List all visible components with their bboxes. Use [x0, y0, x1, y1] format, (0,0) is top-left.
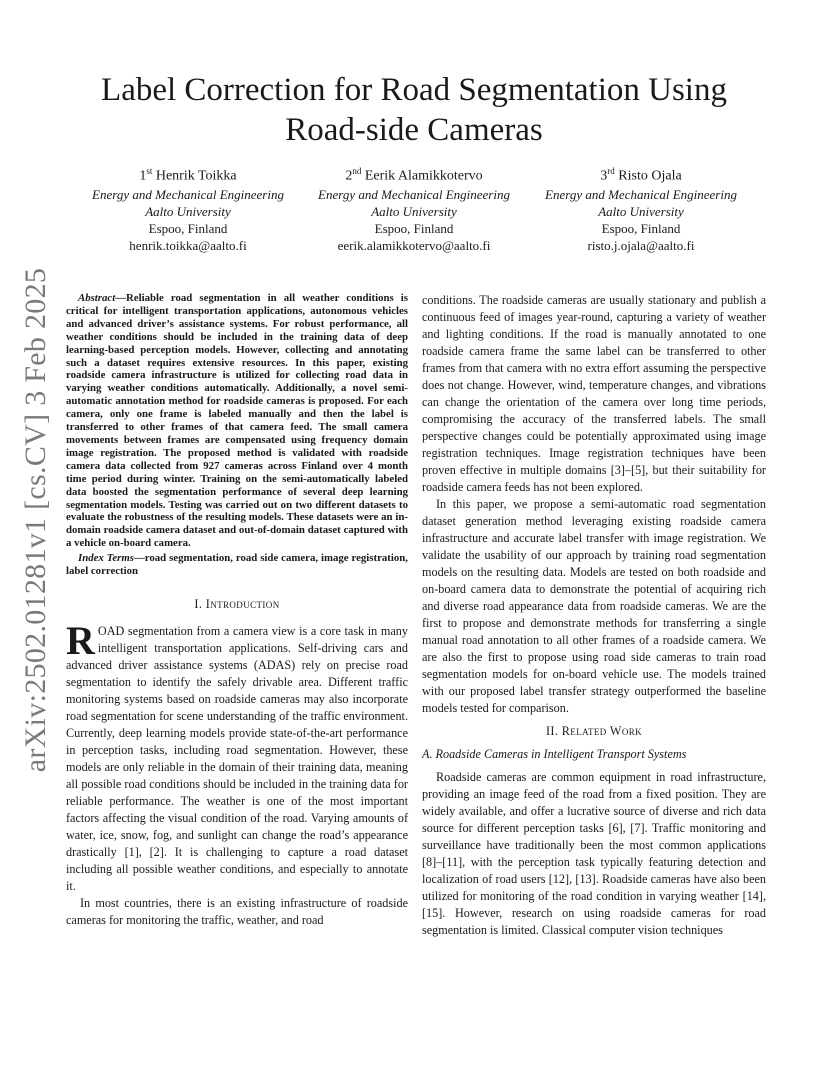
paper-title: Label Correction for Road Segmentation Using Road-side Cameras	[101, 72, 727, 148]
right-paragraph-3: Roadside cameras are common equipment in road infrastructure, providing an image feed of the road from a fixed position. They are widely available, and offer a lucrative source of diverse and rich data source for different perception tasks [6], [7]. Traffic monitoring and surveillance have traditionally been the most common applications [8]–[11], with the perception task typically featuring detection and localization of road users [12], [13]. Roadside cameras have also been utilized for monitoring of the road condition in varying weather [14], [15]. However, research on using roadside cameras for road segmentation is limited. Classical computer vision techniques	[422, 770, 766, 937]
intro-paragraph-2: In most countries, there is an existing infrastructure of roadside cameras for monitoring the traffic, weather, and road	[66, 895, 408, 927]
author-university: Aalto University	[145, 203, 231, 219]
section-heading-related-work: II. Related Work	[545, 724, 643, 738]
author-name: 2nd Eerik Alamikkotervo	[345, 166, 483, 184]
author-block-3	[526, 162, 756, 254]
right-paragraph-2: In this paper, we propose a semi-automatic road segmentation dataset generation method leveraging existing roadside camera infrastructure and accurate label transfer with image registration. We validate the usability of our approach by training road segmentation models on the resulting data. Models are tested on both roadside and on-board camera data to demonstrate the potential of acquiring rich and diverse road appearance data from roadside cameras. We are the first to propose and demonstrate methods for transferring a single manual road annotation to all other frames of a roadside camera. We are also the first to propose using road side cameras to train road segmentation models for on-board vehicle use. The models trained with our proposed label transfer strategy outperformed the baseline models tested for comparison.	[422, 497, 766, 715]
author-email: henrik.toikka@aalto.fi	[129, 237, 247, 253]
author-name: 3rd Risto Ojala	[600, 166, 682, 184]
author-university: Aalto University	[598, 203, 684, 219]
index-terms	[66, 552, 408, 578]
drop-cap: R	[66, 617, 95, 663]
right-paragraph-1: conditions. The roadside cameras are usually stationary and publish a continuous feed of images year-round, capturing a variety of weather and lighting conditions. If the road is manually annotated to one roadside camera frame the same label can be transferred to other frames from that camera with no extra effort assuming the perspective does not change. However, wind, temperature changes, and vibrations can change the orientation of the camera over long time periods, compromising the accuracy of the transferred labels. The small perspective changes could be potentially approximated using image registration techniques. Image registration techniques have been proven effective in multiple domains [3]–[5], but their suitability for roadside camera feeds has not been explored.	[422, 293, 766, 494]
author-block-2	[299, 162, 529, 254]
intro-paragraph-1	[66, 617, 408, 895]
author-location: Espoo, Finland	[374, 220, 454, 236]
author-email: eerik.alamikkotervo@aalto.fi	[337, 237, 491, 253]
index-terms-label: Index Terms	[78, 552, 134, 565]
abstract-label: Abstract	[78, 292, 116, 304]
author-email: risto.j.ojala@aalto.fi	[587, 237, 695, 253]
abstract-text: —Reliable road segmentation in all weather conditions is critical for intelligent transportation applications, autonomous vehicles and advanced driver’s assistance systems. For robust performance, all weather conditions should be included in the training data of deep learning-based perception models. However, collecting and annotating such a dataset requires extensive resources. In this paper, existing roadside camera infrastructure is utilized for collecting road data in varying weather conditions automatically. Additionally, a novel semi-automatic annotation method for roadside cameras is proposed. For each camera, only one frame is labeled manually and then the label is transferred to other frames of that camera feed. The small camera movements between frames are compensated using frequency domain image registration. The proposed method is validated with roadside camera data collected from 927 cameras across Finland over 4 month time period during winter. Training on the semi-automatically labeled data boosted the segmentation performance of several deep learning segmentation models. Testing was carried out on two different datasets to evaluate the robustness of the resulting models. These datasets were an in-domain roadside camera dataset and out-of-domain dataset captured with a vehicle on-board camera.	[66, 292, 408, 550]
author-location: Espoo, Finland	[148, 220, 228, 236]
abstract	[66, 292, 408, 550]
author-name: 1st Henrik Toikka	[139, 166, 237, 184]
section-heading-introduction: I. Introduction	[194, 596, 280, 611]
index-terms-text: —road segmentation, road side camera, image registration, label correction	[66, 552, 408, 578]
author-department: Energy and Mechanical Engineering	[318, 186, 510, 202]
left-column	[66, 292, 408, 929]
author-university: Aalto University	[371, 203, 457, 219]
author-department: Energy and Mechanical Engineering	[92, 186, 284, 202]
author-department: Energy and Mechanical Engineering	[545, 186, 737, 202]
author-block-1	[73, 162, 303, 254]
author-location: Espoo, Finland	[601, 220, 681, 236]
arxiv-identifier: arXiv:2502.01281v1 [cs.CV] 3 Feb 2025	[19, 267, 52, 773]
right-column	[422, 292, 766, 939]
intro-paragraph-1-text: OAD segmentation from a camera view is a core task in many intelligent transportation applications. Self-driving cars and advanced driver assistance systems (ADAS) rely on precise road segmentation to identify the safely drivable area. Different traffic monitoring systems based on roadside cameras may also incorporate road segmentation for scene understanding of the traffic environment. Currently, deep learning models provide state-of-the-art performance in perception tasks, including road segmentation. However, these models are only reliable in the domain of their training data, meaning all possible road conditions should be included in the training data for reliable performance. The weather is one of the most important factors affecting the visual condition of the road. Varying amounts of water, ice, snow, fog, and sunlight can change the road’s appearance drastically [1], [2]. It is challenging to capture a road dataset including all possible weather conditions, and especially to annotate it.	[66, 623, 408, 893]
subsection-heading-roadside-cameras: A. Roadside Cameras in Intelligent Transport Systems	[422, 747, 687, 761]
